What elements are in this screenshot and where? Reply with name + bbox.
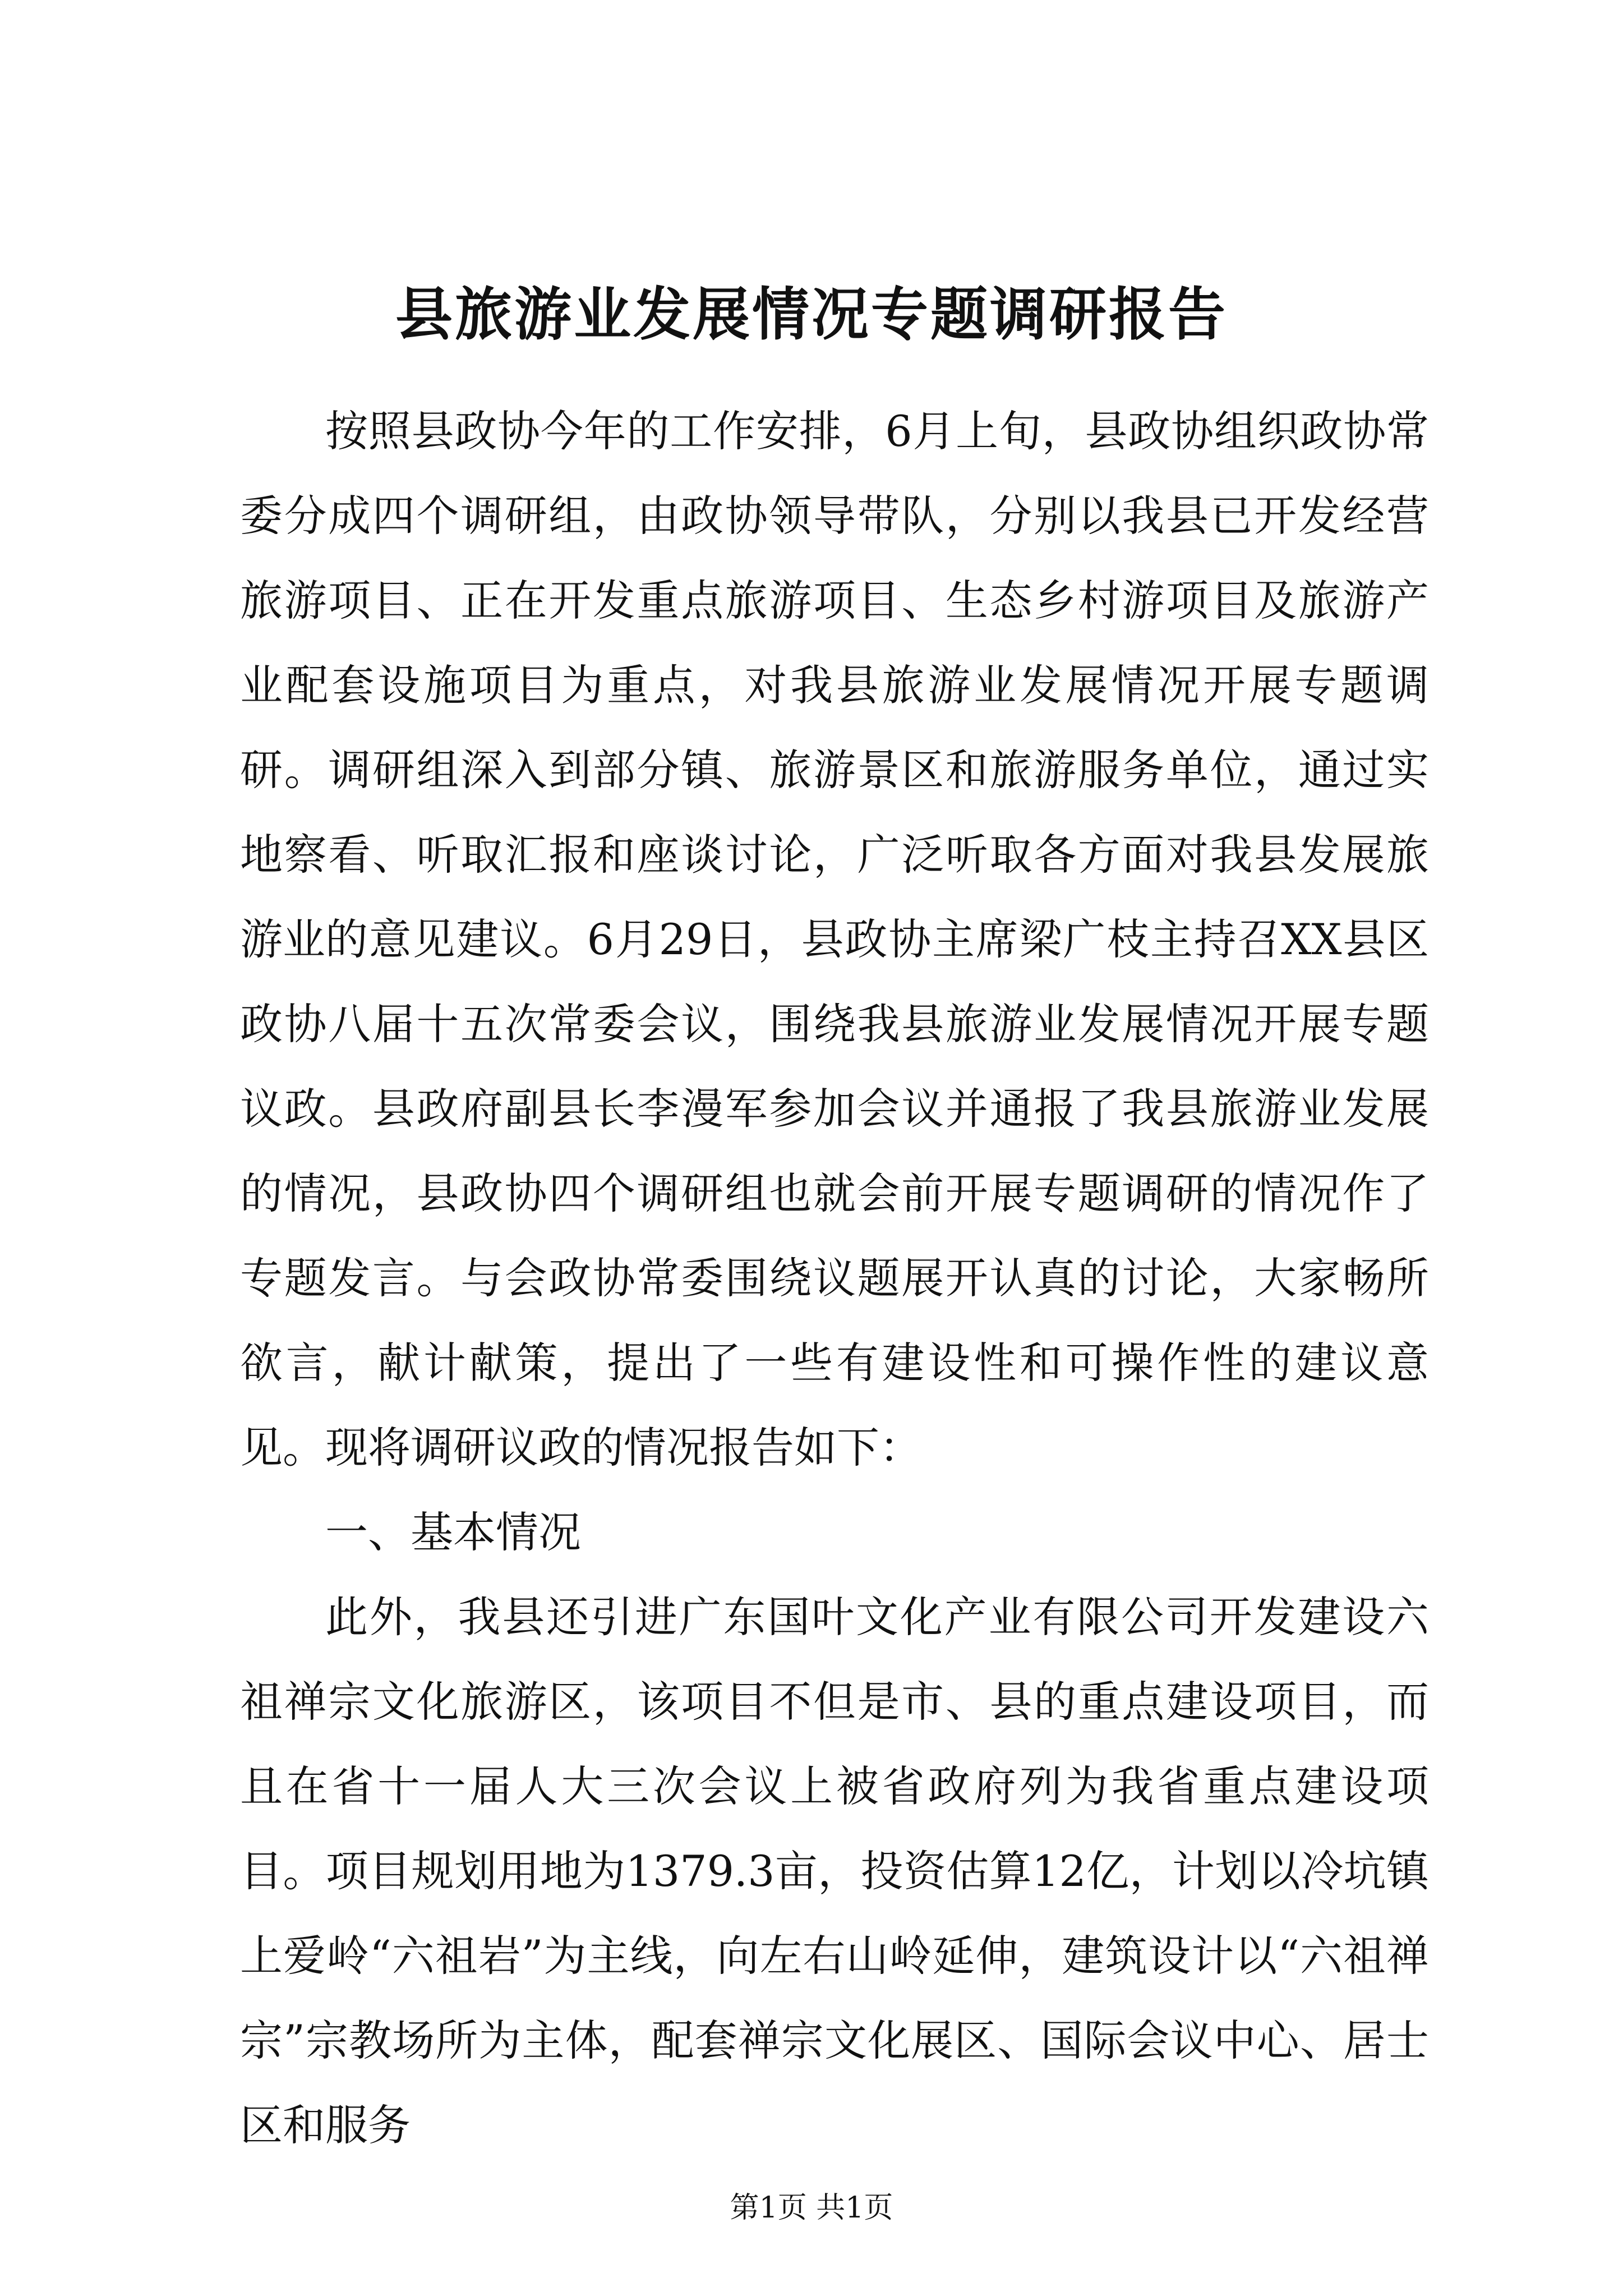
paragraph-project: 此外，我县还引进广东国叶文化产业有限公司开发建设六祖禅宗文化旅游区，该项目不但是市、县的重点建设项目，而且在省十一届人大三次会议上被省政府列为我省重点建设项目。项目规划用地为1379.3亩，投资估算12亿，计划以冷坑镇上爱岭“六祖岩”为主线，向左右山岭延伸，建筑设计以“六祖禅宗”宗教场所为主体，配套禅宗文化展区、国际会议中心、居士区和服务: [240, 1592, 1429, 2150]
paragraph-intro: 按照县政协今年的工作安排，6月上旬，县政协组织政协常委分成四个调研组，由政协领导带队，分别以我县已开发经营旅游项目、正在开发重点旅游项目、生态乡村游项目及旅游产业配套设施项目为重点，对我县旅游业发展情况开展专题调研。调研组深入到部分镇、旅游景区和旅游服务单位，通过实地察看、听取汇报和座谈讨论，广泛听取各方面对我县发展旅游业: [240, 406, 1429, 964]
page-footer: 第1页 共1页: [730, 2191, 893, 2225]
paragraph-meeting: 的意见建议。6月29日，县政协主席梁广枝主持召XX县区政协八届十五次常委会议，围绕我县旅游业发展情况开展专题议政。县政府副县长李漫军参加会议并通报了我县旅游业发展的情况，县政协四个调研组也就会前开展专题调研的情况作了专题发言。与会政协常委围绕议题展开认真的讨论，大家畅所欲言，献计献策，提出了一些有建设性和可操作性的建议意见。现将调研议政的情况报告如下：: [240, 914, 1429, 1473]
document-title: 县旅游业发展情况专题调研报告: [395, 281, 1228, 348]
section-heading-basic-situation: 一、基本情况: [325, 1507, 581, 1557]
